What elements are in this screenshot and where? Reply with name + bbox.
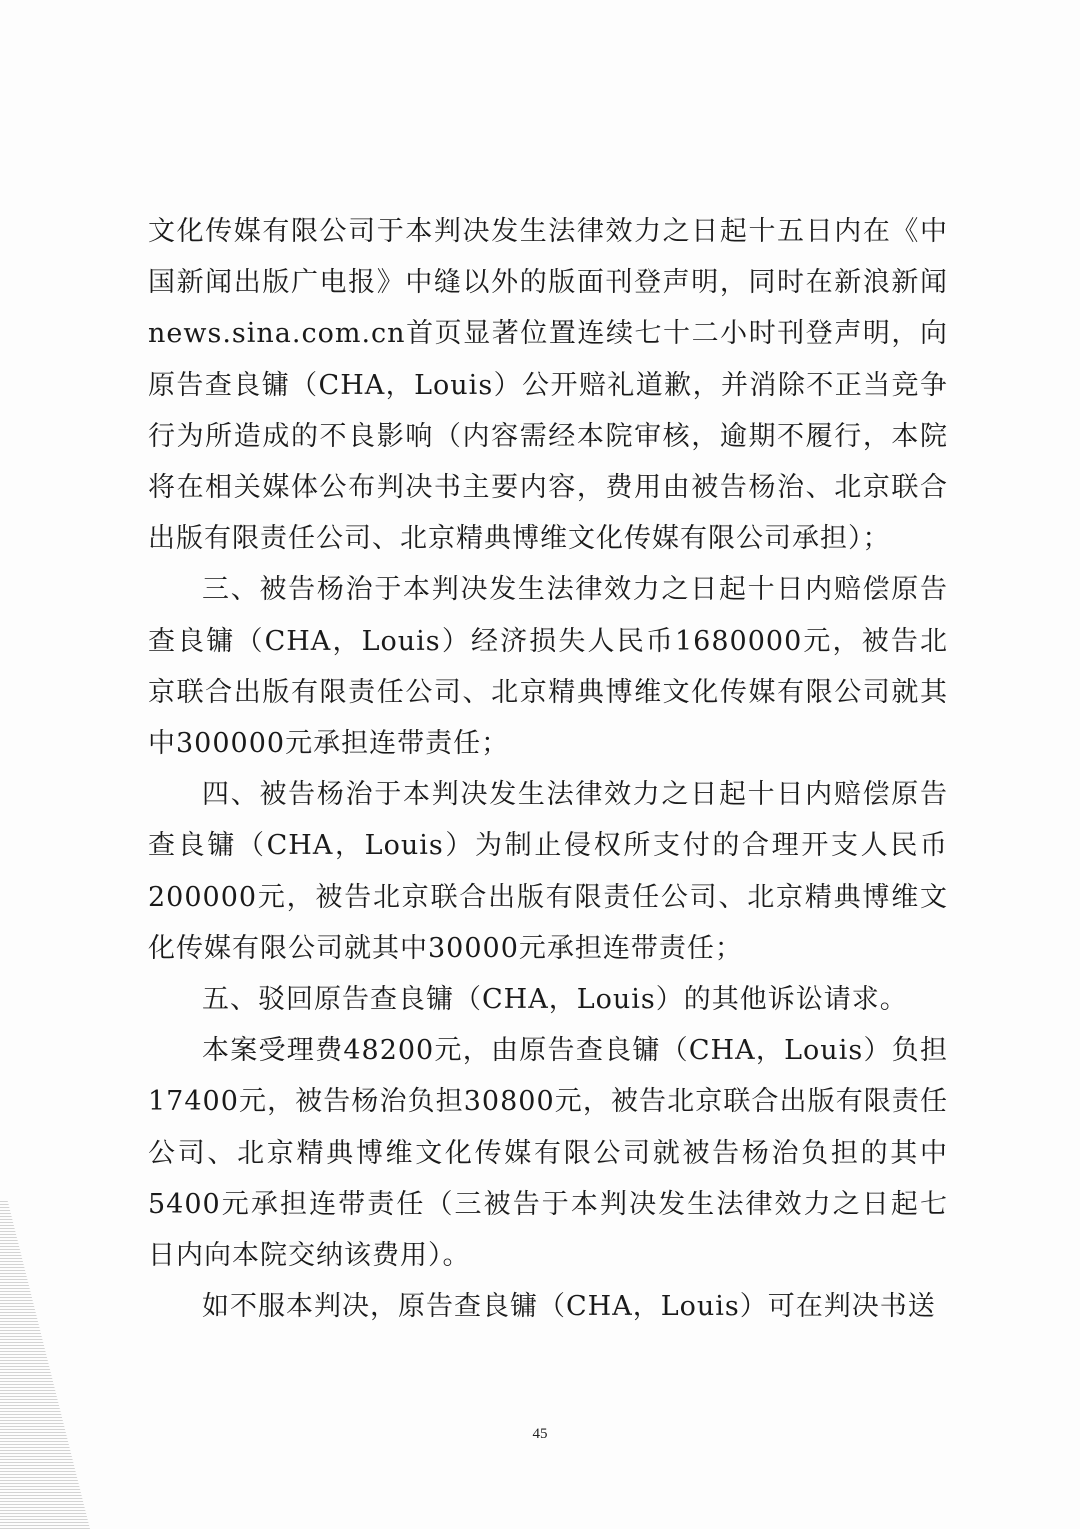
paragraph-appeal-notice: 如不服本判决，原告查良镛（CHA，Louis）可在判决书送: [202, 1291, 936, 1323]
paragraph-court-fees: 本案受理费48200元，由原告查良镛（CHA，Louis）负担17400元，被告杨治负担30800元，被告北京联合出版有限责任公司、北京精典博维文化传媒有限公司就被告杨治负担的其中5400元承担连带责任（三被告于本判决发生法律效力之日起七日内向本院交纳该费用）。: [148, 1035, 948, 1272]
page-number: 45: [532, 1426, 548, 1442]
paragraph-item-five: 五、驳回原告查良镛（CHA，Louis）的其他诉讼请求。: [202, 984, 908, 1016]
paragraph-continuation: 文化传媒有限公司于本判决发生法律效力之日起十五日内在《中国新闻出版广电报》中缝以外的版面刊登声明，同时在新浪新闻news.sina.com.cn首页显著位置连续七十二小时刊登声明，向原告查良镛（CHA，Louis）公开赔礼道歉，并消除不正当竞争行为所造成的不良影响（内容需经本院审核，逾期不履行，本院将在相关媒体公布判决书主要内容，费用由被告杨治、北京联合出版有限责任公司、北京精典博维文化传媒有限公司承担）；: [148, 216, 948, 555]
scan-edge-artifact: [0, 1199, 90, 1529]
paragraph-item-three: 三、被告杨治于本判决发生法律效力之日起十日内赔偿原告查良镛（CHA，Louis）经济损失人民币1680000元，被告北京联合出版有限责任公司、北京精典博维文化传媒有限公司就其中300000元承担连带责任；: [148, 574, 948, 760]
paragraph-item-four: 四、被告杨治于本判决发生法律效力之日起十日内赔偿原告查良镛（CHA，Louis）为制止侵权所支付的合理开支人民币200000元，被告北京联合出版有限责任公司、北京精典博维文化传媒有限公司就其中30000元承担连带责任；: [148, 779, 948, 964]
judgment-body-text: [148, 206, 948, 1332]
